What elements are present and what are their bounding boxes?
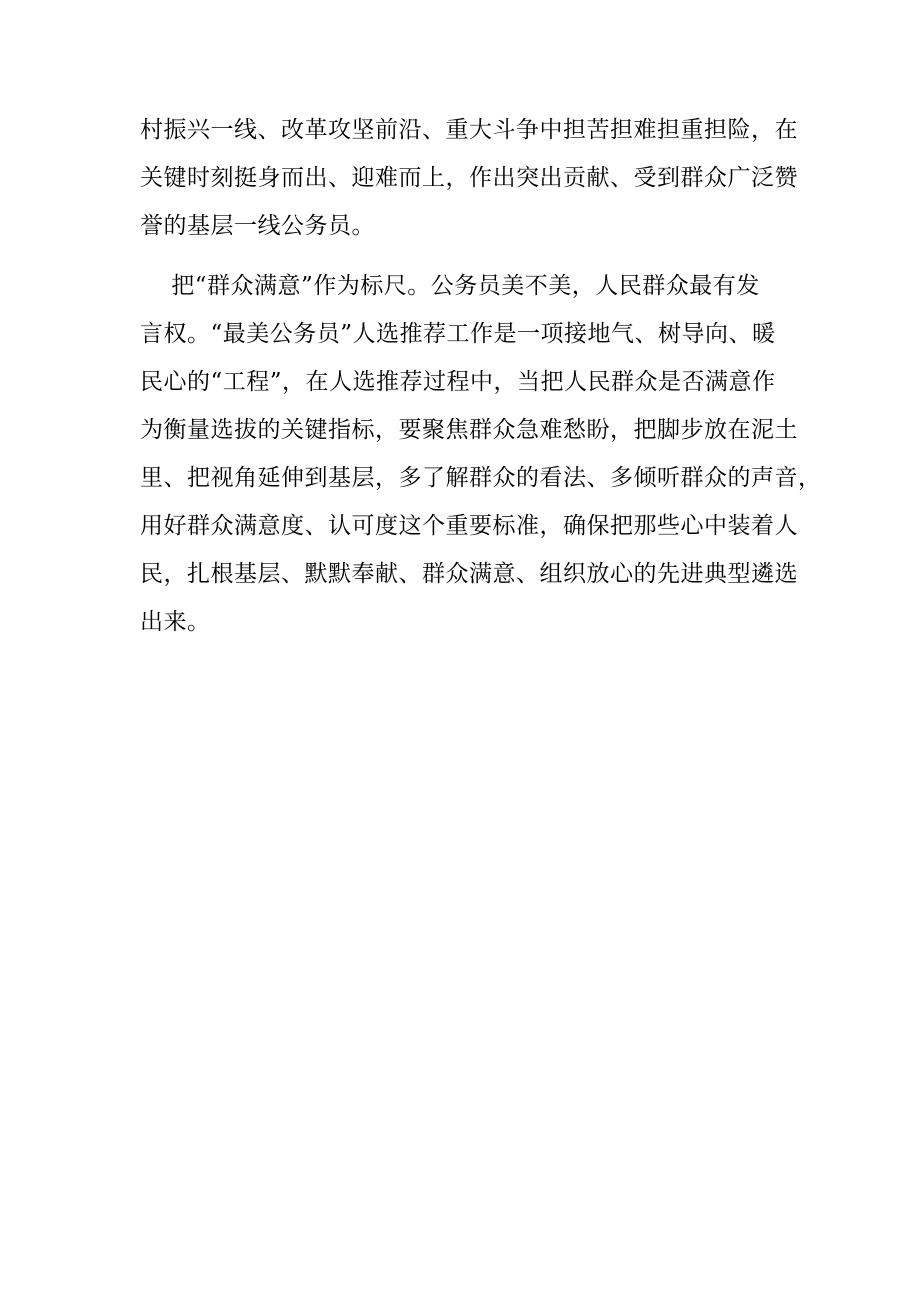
paragraph-2-line: 民心的“工程”，在人选推荐过程中，当把人民群众是否满意作 (140, 369, 776, 395)
paragraph-2-line: 出来。 (140, 609, 211, 635)
paragraph-2-line: 言权。“最美公务员”人选推荐工作是一项接地气、树导向、暖 (140, 321, 776, 347)
paragraph-2-line: 用好群众满意度、认可度这个重要标准，确保把那些心中装着人 (140, 513, 798, 539)
paragraph-1 (140, 106, 798, 250)
paragraph-1-line: 誉的基层一线公务员。 (140, 213, 375, 239)
paragraph-2-line: 民，扎根基层、默默奉献、群众满意、组织放心的先进典型遴选 (140, 561, 798, 587)
paragraph-2 (140, 262, 822, 646)
paragraph-2-line: 把“群众满意”作为标尺。公务员美不美，人民群众最有发 (140, 273, 760, 299)
paragraph-1-line: 村振兴一线、改革攻坚前沿、重大斗争中担苦担难担重担险，在 (140, 117, 798, 143)
paragraph-2-line: 为衡量选拔的关键指标，要聚焦群众急难愁盼，把脚步放在泥土 (140, 417, 798, 443)
document-body (140, 106, 822, 646)
paragraph-1-line: 关键时刻挺身而出、迎难而上，作出突出贡献、受到群众广泛赞 (140, 165, 798, 191)
paragraph-gap (140, 250, 780, 262)
paragraph-2-line: 里、把视角延伸到基层，多了解群众的看法、多倾听群众的声音， (140, 465, 822, 491)
